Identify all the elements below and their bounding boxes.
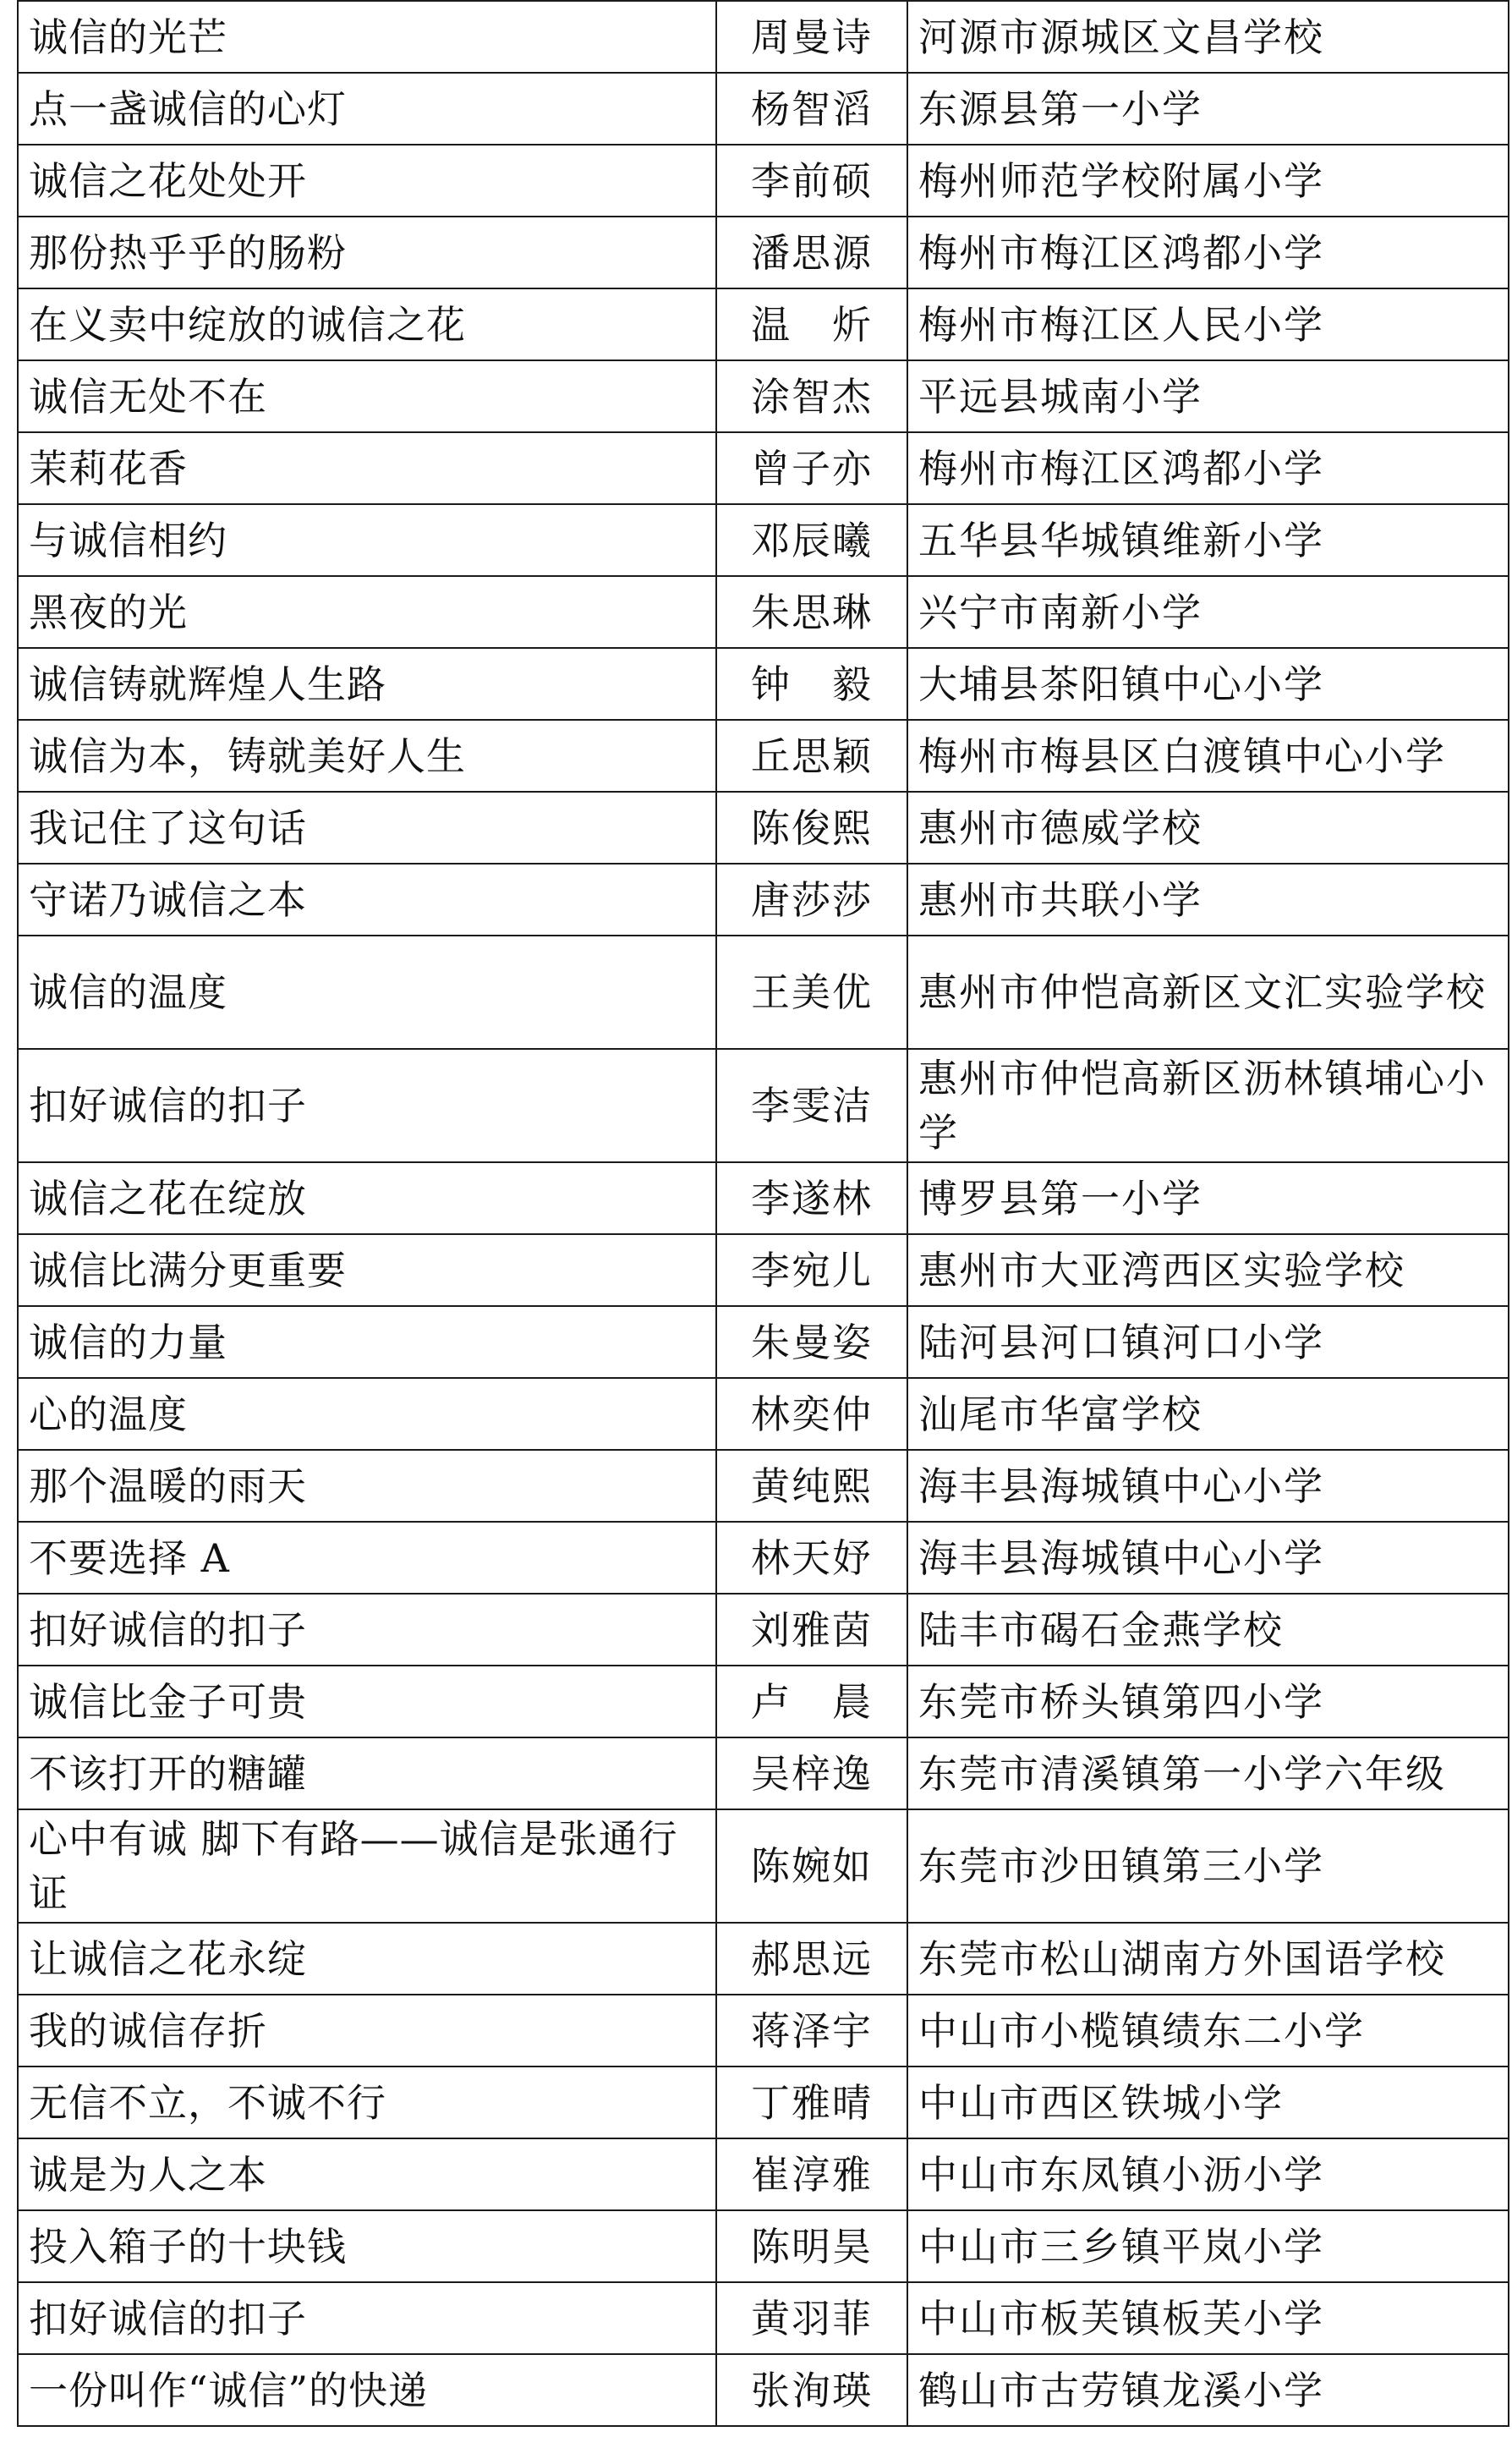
school-name-cell: 梅州市梅江区鸿都小学 (907, 217, 1509, 288)
school-name-cell: 惠州市仲恺高新区沥林镇埔心小学 (907, 1049, 1509, 1162)
table-row (18, 288, 1509, 360)
essay-title-cell: 诚信比金子可贵 (18, 1666, 716, 1737)
school-name-cell: 海丰县海城镇中心小学 (907, 1522, 1509, 1594)
school-name-cell: 汕尾市华富学校 (907, 1378, 1509, 1450)
school-name-cell: 惠州市德威学校 (907, 792, 1509, 864)
author-name-cell: 刘雅茵 (716, 1594, 907, 1666)
table-row (18, 1923, 1509, 1995)
author-name-cell: 郝思远 (716, 1923, 907, 1995)
essay-title-cell: 扣好诚信的扣子 (18, 1594, 716, 1666)
table-row (18, 1522, 1509, 1594)
school-name-cell: 梅州市梅江区鸿都小学 (907, 432, 1509, 504)
author-name-cell: 唐莎莎 (716, 864, 907, 936)
school-name-cell: 陆丰市碣石金燕学校 (907, 1594, 1509, 1666)
table-row (18, 145, 1509, 217)
essay-title-cell: 与诚信相约 (18, 504, 716, 576)
school-name-cell: 梅州师范学校附属小学 (907, 145, 1509, 217)
essay-title-cell: 不该打开的糖罐 (18, 1737, 716, 1809)
author-name-cell: 黄羽菲 (716, 2282, 907, 2354)
essay-title-cell: 不要选择 A (18, 1522, 716, 1594)
author-name-cell: 李雯洁 (716, 1049, 907, 1162)
school-name-cell: 东莞市松山湖南方外国语学校 (907, 1923, 1509, 1995)
table-row (18, 936, 1509, 1049)
essay-title-cell: 扣好诚信的扣子 (18, 2282, 716, 2354)
school-name-cell: 中山市小榄镇绩东二小学 (907, 1995, 1509, 2067)
table-row (18, 1378, 1509, 1450)
author-name-cell: 崔淳雅 (716, 2138, 907, 2210)
essay-title-cell: 一份叫作“诚信”的快递 (18, 2354, 716, 2426)
author-name-cell: 曾子亦 (716, 432, 907, 504)
author-name-cell: 吴梓逸 (716, 1737, 907, 1809)
author-name-cell: 陈明昊 (716, 2210, 907, 2282)
author-name-cell: 朱曼姿 (716, 1306, 907, 1378)
school-name-cell: 博罗县第一小学 (907, 1162, 1509, 1234)
school-name-cell: 梅州市梅江区人民小学 (907, 288, 1509, 360)
author-name-cell: 张洵瑛 (716, 2354, 907, 2426)
table-row (18, 2138, 1509, 2210)
essay-title-cell: 诚信之花处处开 (18, 145, 716, 217)
author-name-cell: 丁雅晴 (716, 2067, 907, 2138)
author-name-cell: 钟 毅 (716, 648, 907, 720)
school-name-cell: 中山市西区铁城小学 (907, 2067, 1509, 2138)
table-row (18, 792, 1509, 864)
table-row (18, 2282, 1509, 2354)
school-name-cell: 东源县第一小学 (907, 73, 1509, 145)
entries-table (17, 0, 1509, 2427)
author-name-cell: 温 炘 (716, 288, 907, 360)
table-row (18, 217, 1509, 288)
table-row (18, 1809, 1509, 1923)
essay-title-cell: 那个温暖的雨天 (18, 1450, 716, 1522)
table-row (18, 432, 1509, 504)
school-name-cell: 鹤山市古劳镇龙溪小学 (907, 2354, 1509, 2426)
essay-title-cell: 诚信之花在绽放 (18, 1162, 716, 1234)
author-name-cell: 李前硕 (716, 145, 907, 217)
table-row (18, 504, 1509, 576)
school-name-cell: 惠州市共联小学 (907, 864, 1509, 936)
table-row (18, 1306, 1509, 1378)
school-name-cell: 平远县城南小学 (907, 360, 1509, 432)
table-row (18, 2354, 1509, 2426)
table-row (18, 360, 1509, 432)
entries-table-body (18, 1, 1509, 2426)
author-name-cell: 李遂林 (716, 1162, 907, 1234)
author-name-cell: 周曼诗 (716, 1, 907, 73)
author-name-cell: 黄纯熙 (716, 1450, 907, 1522)
author-name-cell: 涂智杰 (716, 360, 907, 432)
essay-title-cell: 那份热乎乎的肠粉 (18, 217, 716, 288)
essay-title-cell: 诚信的力量 (18, 1306, 716, 1378)
table-row (18, 1450, 1509, 1522)
author-name-cell: 卢 晨 (716, 1666, 907, 1737)
essay-title-cell: 扣好诚信的扣子 (18, 1049, 716, 1162)
school-name-cell: 河源市源城区文昌学校 (907, 1, 1509, 73)
essay-title-cell: 诚是为人之本 (18, 2138, 716, 2210)
essay-title-cell: 黑夜的光 (18, 576, 716, 648)
school-name-cell: 惠州市大亚湾西区实验学校 (907, 1234, 1509, 1306)
school-name-cell: 兴宁市南新小学 (907, 576, 1509, 648)
author-name-cell: 邓辰曦 (716, 504, 907, 576)
table-row (18, 1995, 1509, 2067)
essay-title-cell: 我记住了这句话 (18, 792, 716, 864)
author-name-cell: 潘思源 (716, 217, 907, 288)
table-row (18, 1, 1509, 73)
essay-title-cell: 诚信为本，铸就美好人生 (18, 720, 716, 792)
author-name-cell: 王美优 (716, 936, 907, 1049)
author-name-cell: 林天妤 (716, 1522, 907, 1594)
essay-title-cell: 诚信无处不在 (18, 360, 716, 432)
essay-title-cell: 在义卖中绽放的诚信之花 (18, 288, 716, 360)
table-row (18, 2067, 1509, 2138)
table-row (18, 73, 1509, 145)
school-name-cell: 中山市板芙镇板芙小学 (907, 2282, 1509, 2354)
table-row (18, 1234, 1509, 1306)
essay-title-cell: 心的温度 (18, 1378, 716, 1450)
school-name-cell: 惠州市仲恺高新区文汇实验学校 (907, 936, 1509, 1049)
essay-title-cell: 诚信铸就辉煌人生路 (18, 648, 716, 720)
essay-title-cell: 茉莉花香 (18, 432, 716, 504)
essay-title-cell: 诚信的温度 (18, 936, 716, 1049)
school-name-cell: 梅州市梅县区白渡镇中心小学 (907, 720, 1509, 792)
essay-title-cell: 我的诚信存折 (18, 1995, 716, 2067)
author-name-cell: 丘思颖 (716, 720, 907, 792)
school-name-cell: 中山市东凤镇小沥小学 (907, 2138, 1509, 2210)
essay-title-cell: 投入箱子的十块钱 (18, 2210, 716, 2282)
essay-title-cell: 诚信的光芒 (18, 1, 716, 73)
school-name-cell: 大埔县茶阳镇中心小学 (907, 648, 1509, 720)
essay-title-cell: 守诺乃诚信之本 (18, 864, 716, 936)
school-name-cell: 海丰县海城镇中心小学 (907, 1450, 1509, 1522)
school-name-cell: 五华县华城镇维新小学 (907, 504, 1509, 576)
table-row (18, 576, 1509, 648)
school-name-cell: 中山市三乡镇平岚小学 (907, 2210, 1509, 2282)
essay-title-cell: 点一盏诚信的心灯 (18, 73, 716, 145)
essay-title-cell: 无信不立，不诚不行 (18, 2067, 716, 2138)
author-name-cell: 陈婉如 (716, 1809, 907, 1923)
school-name-cell: 陆河县河口镇河口小学 (907, 1306, 1509, 1378)
table-row (18, 864, 1509, 936)
table-row (18, 1594, 1509, 1666)
author-name-cell: 李宛儿 (716, 1234, 907, 1306)
essay-title-cell: 诚信比满分更重要 (18, 1234, 716, 1306)
author-name-cell: 林奕仲 (716, 1378, 907, 1450)
table-row (18, 720, 1509, 792)
table-row (18, 2210, 1509, 2282)
table-row (18, 1666, 1509, 1737)
table-row (18, 1737, 1509, 1809)
author-name-cell: 朱思琳 (716, 576, 907, 648)
author-name-cell: 杨智滔 (716, 73, 907, 145)
school-name-cell: 东莞市沙田镇第三小学 (907, 1809, 1509, 1923)
author-name-cell: 陈俊熙 (716, 792, 907, 864)
essay-title-cell: 心中有诚 脚下有路——诚信是张通行证 (18, 1809, 716, 1923)
table-row (18, 648, 1509, 720)
school-name-cell: 东莞市桥头镇第四小学 (907, 1666, 1509, 1737)
table-row (18, 1162, 1509, 1234)
table-row (18, 1049, 1509, 1162)
author-name-cell: 蒋泽宇 (716, 1995, 907, 2067)
essay-title-cell: 让诚信之花永绽 (18, 1923, 716, 1995)
school-name-cell: 东莞市清溪镇第一小学六年级 (907, 1737, 1509, 1809)
